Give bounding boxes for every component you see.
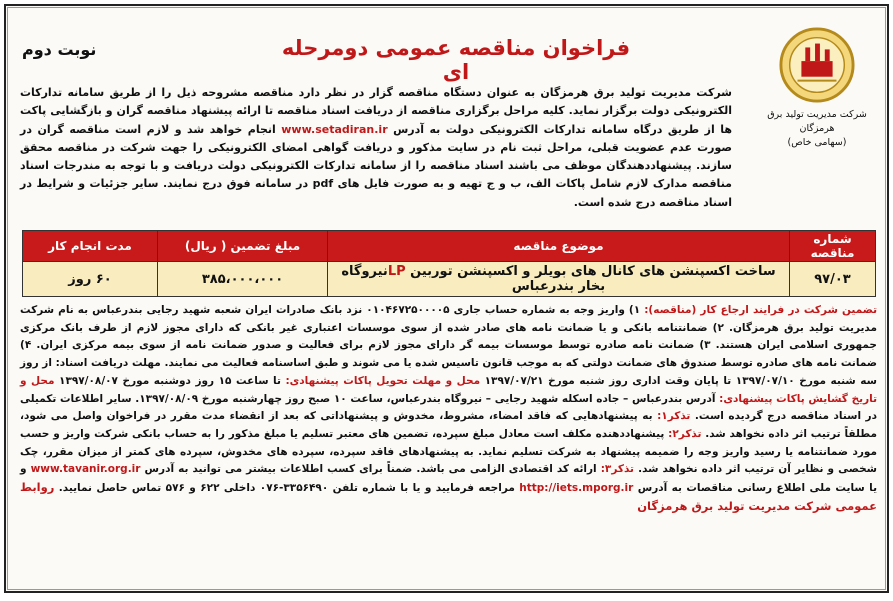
note1-heading: تذکر۱: xyxy=(657,410,691,423)
note3-heading: تذکر۳: xyxy=(600,463,634,476)
header-subject: موضوع مناقصه xyxy=(328,231,790,262)
cell-guarantee: ۳۸۵،۰۰۰،۰۰۰ xyxy=(158,262,328,297)
notice-title: فراخوان مناقصه عمومی دومرحله ای xyxy=(281,36,631,84)
guarantee-heading: تضمین شرکت در فرایند ارجاع کار (مناقصه): xyxy=(644,304,878,316)
company-logo-block xyxy=(757,26,877,150)
tender-notice-page xyxy=(4,4,889,593)
note1-text: به پیشنهادهایی که فاقد امضاء، مشروط، مخدوش و پیشنهاداتی که بعد از انقضاء مدت مقرر در فراخوان واصل می شود، مطلقاً ترتیب اثر داده نخواهد شد. xyxy=(20,410,877,440)
subject-lp: LP xyxy=(387,264,406,279)
guarantee-text: ۱) واریز وجه به شماره حساب جاری ۰۱۰۴۶۷۲۵۰۰۰۰۵ نزد بانک صادرات ایران شعبه شهید رجایی بندرعباس به نام شرکت مدیریت تولید برق هرمزگان. ۲) ضمانتنامه بانکی و یا ضمانت نامه های صادر شده از سوی موسسات اعتباری غیر بانکی که دارای مجوز لازم از طرف بانک مرکزی جمهوری اسلامی ایران هستند. ۳) ضمانت نامه صادره توسط موسسات بیمه گر دارای مجوز لازم برای فعالیت و صدور ضمانت نامه از سوی بیمه مرکزی ایران. ۴) ضمانت نامه های صادره توسط صندوق های ضمانت دولتی که به موجب قانون تاسیس شده یا می شوند و طبق اساسنامه فعالیت می نمایند. xyxy=(20,304,878,370)
intro-part1: به عنوان دستگاه مناقصه گزار در نظر دارد مناقصه مشروحه ذیل را از طریق سامانه تدارکات الکترونیکی دولت برگزار نماید. کلیه مراحل برگزاری مناقصه از دریافت اسناد مناقصه تا ارائه پیشنهاد مناقصه گران و بازگشایی پاکت ها از طریق درگاه سامانه تدارکات الکترونیکی دولت به آدرس xyxy=(20,86,732,136)
intro-paragraph xyxy=(20,84,732,212)
tavanir-link[interactable]: www.tavanir.org.ir xyxy=(30,463,141,476)
intro-company: شرکت مدیریت تولید برق هرمزگان xyxy=(540,86,732,99)
end-text: مراجعه فرمایید و یا با شماره تلفن ۳۳۵۶۴۹۰-۰۷۶ داخلی ۶۲۲ و ۵۷۶ تماس حاصل نمایید. xyxy=(58,482,520,495)
note2-text: پیشنهاددهنده مکلف است معادل مبلغ سپرده، تضمین های معتبر تسلیم یا مبلغ مذکور را به حساب بانکی شرکت واریز و حسب مورد ضمانتنامه یا رسید واریز وجه را ضمیمه پیشنهاد به شرکت تسلیم نماید. به پیشنهادهای فاقد سپرده، سپرده های مخدوش، سپرده های کمتر از میزان مقرر، چک شخصی و نظایر آن ترتیب اثر داده نخواهد شد. xyxy=(20,427,878,476)
round-label: نوبت دوم xyxy=(22,40,97,59)
deadline-text: تا ساعت ۱۵ روز دوشنبه مورخ ۱۳۹۷/۰۸/۰۷ xyxy=(59,374,286,387)
subject-part-b: نیروگاه بخار بندرعباس xyxy=(341,264,606,294)
cell-duration: ۶۰ روز xyxy=(23,262,158,297)
header-number: شماره مناقصه xyxy=(790,231,876,262)
company-name-line2: (سهامی خاص) xyxy=(787,137,847,148)
docs-text: مهلت دریافت اسناد: از روز سه شنبه مورخ ۱۳۹۷/۰۷/۱۰ تا پایان وقت اداری روز شنبه مورخ ۱۳۹۷/۰۷/۲۱ xyxy=(20,357,877,387)
cell-number: ۹۷/۰۳ xyxy=(790,262,876,297)
setadiran-link[interactable]: www.setadiran.ir xyxy=(281,122,388,136)
mid-text: و یا سایت ملی اطلاع رسانی مناقصات به آدرس xyxy=(20,463,878,495)
iets-link[interactable]: http://iets.mporg.ir xyxy=(519,482,634,495)
signature: روابط عمومی شرکت مدیریت تولید برق هرمزگان xyxy=(20,480,877,513)
table-row xyxy=(23,262,876,297)
intro-part2: انجام خواهد شد و لازم است مناقصه گران در صورت عدم عضویت قبلی، مراحل ثبت نام در سایت مذکور و دریافت گواهی امضای الکترونیکی را جهت شرکت در مناقصه محقق سازند. پیشنهاددهندگان موظف می باشند اسناد مناقصه را از سامانه تدارکات الکترونیکی دولت دریافت و با توجه به مندرجات اسناد مناقصه مدارک لازم شامل پاکات الف، ب و ج تهیه و به صورت فایل های pdf در سامانه فوق درج نمایند. سایر جزئیات و شرایط در اسناد مناقصه درج شده است. xyxy=(20,122,732,209)
note3-text: ارائه کد اقتصادی الزامی می باشد. ضمناً برای کسب اطلاعات بیشتر می توانید به آدرس xyxy=(140,463,601,476)
opening-heading: محل و تاریخ گشایش پاکات پیشنهادی: xyxy=(20,374,878,405)
cell-subject xyxy=(328,262,790,297)
tender-table xyxy=(22,230,876,297)
header-duration: مدت انجام کار xyxy=(23,231,158,262)
note2-heading: تذکر۲: xyxy=(668,427,702,440)
company-name-line1: شرکت مدیریت تولید برق هرمزگان xyxy=(767,109,867,134)
deadline-heading: محل و مهلت تحویل پاکات پیشنهادی: xyxy=(285,374,485,387)
tender-table-header xyxy=(23,231,876,262)
power-plant-icon xyxy=(801,61,832,77)
conditions-text xyxy=(20,302,877,516)
subject-part-a: ساخت اکسپنشن های کانال های بویلر و اکسپنشن توربین xyxy=(405,264,776,279)
company-logo-seal xyxy=(778,26,856,104)
header-guarantee: مبلغ تضمین ( ریال) xyxy=(158,231,328,262)
opening-text: آدرس بندرعباس – جاده اسکله شهید رجایی – نیروگاه بندرعباس، ساعت ۱۰ صبح روز چهارشنبه مورخ ۱۳۹۷/۰۸/۰۹. سایر اطلاعات تکمیلی در اسناد مناقصه درج گردیده است. xyxy=(20,392,877,423)
